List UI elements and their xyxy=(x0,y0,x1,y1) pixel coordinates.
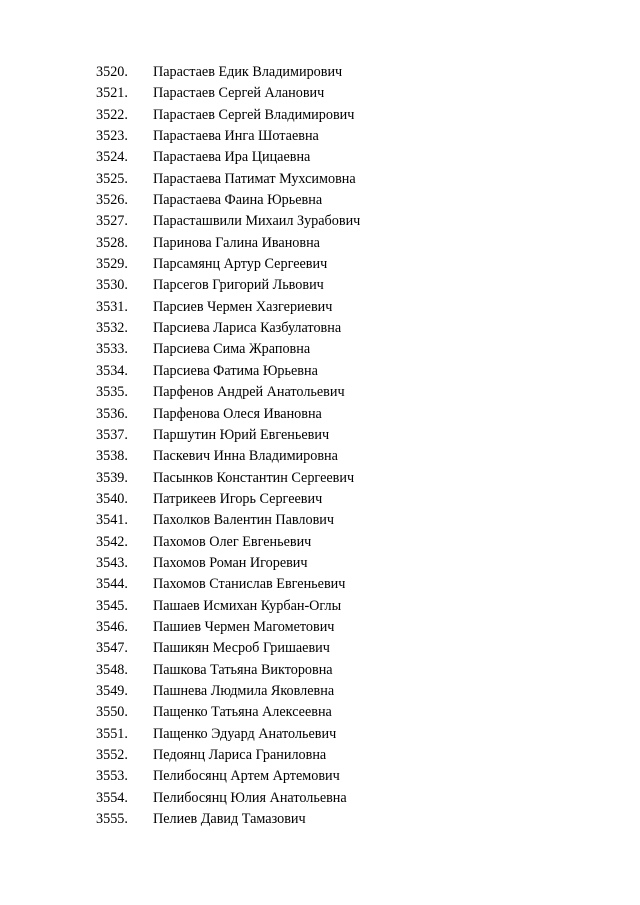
entry-name: Парастаева Патимат Мухсимовна xyxy=(153,170,356,187)
entry-name: Пасынков Константин Сергеевич xyxy=(153,469,355,486)
entry-number: 3525. xyxy=(96,170,128,187)
entry-name: Паринова Галина Ивановна xyxy=(153,234,320,251)
entry-name: Патрикеев Игорь Сергеевич xyxy=(153,490,323,507)
list-item xyxy=(0,553,640,574)
entry-number: 3531. xyxy=(96,298,128,315)
entry-number: 3546. xyxy=(96,618,128,635)
list-item xyxy=(0,809,640,830)
list-item xyxy=(0,788,640,809)
list-item xyxy=(0,446,640,467)
entry-number: 3545. xyxy=(96,597,128,614)
entry-name: Парастаев Сергей Аланович xyxy=(153,85,325,102)
entry-name: Парсиева Фатима Юрьевна xyxy=(153,362,318,379)
entry-number: 3528. xyxy=(96,234,128,251)
name-list xyxy=(0,62,640,830)
entry-number: 3541. xyxy=(96,512,128,529)
entry-number: 3530. xyxy=(96,277,128,294)
list-item xyxy=(0,532,640,553)
entry-name: Пашиев Чермен Магометович xyxy=(153,618,335,635)
entry-name: Пахомов Станислав Евгеньевич xyxy=(153,576,346,593)
list-item xyxy=(0,638,640,659)
list-item xyxy=(0,404,640,425)
entry-name: Пащенко Эдуард Анатольевич xyxy=(153,725,337,742)
entry-number: 3535. xyxy=(96,384,128,401)
entry-name: Парсамянц Артур Сергеевич xyxy=(153,256,328,273)
list-item xyxy=(0,681,640,702)
entry-number: 3549. xyxy=(96,682,128,699)
entry-name: Пахомов Роман Игоревич xyxy=(153,554,308,571)
entry-number: 3542. xyxy=(96,533,128,550)
list-item xyxy=(0,105,640,126)
entry-number: 3540. xyxy=(96,490,128,507)
list-item xyxy=(0,147,640,168)
entry-number: 3543. xyxy=(96,554,128,571)
entry-number: 3551. xyxy=(96,725,128,742)
entry-name: Парфенов Андрей Анатольевич xyxy=(153,384,345,401)
list-item xyxy=(0,702,640,723)
list-item xyxy=(0,126,640,147)
entry-name: Парастаева Ира Цицаевна xyxy=(153,149,311,166)
entry-name: Парастаев Едик Владимирович xyxy=(153,64,343,80)
entry-number: 3538. xyxy=(96,448,128,465)
entry-name: Пелибосянц Артем Артемович xyxy=(153,768,340,785)
entry-name: Парсиев Чермен Хазгериевич xyxy=(153,298,333,315)
entry-number: 3552. xyxy=(96,747,128,763)
list-item xyxy=(0,275,640,296)
list-item xyxy=(0,169,640,190)
entry-number: 3537. xyxy=(96,426,128,443)
list-item xyxy=(0,745,640,766)
entry-number: 3536. xyxy=(96,405,128,422)
entry-number: 3544. xyxy=(96,576,128,593)
entry-name: Парфенова Олеся Ивановна xyxy=(153,405,322,422)
list-item xyxy=(0,660,640,681)
entry-number: 3548. xyxy=(96,661,128,678)
list-item xyxy=(0,382,640,403)
entry-name: Парсегов Григорий Львович xyxy=(153,277,324,294)
list-item xyxy=(0,574,640,595)
entry-name: Парастаева Инга Шотаевна xyxy=(153,128,319,145)
entry-number: 3550. xyxy=(96,704,128,721)
list-item xyxy=(0,617,640,638)
list-item xyxy=(0,724,640,745)
entry-number: 3527. xyxy=(96,213,128,230)
list-item xyxy=(0,489,640,510)
entry-name: Пахомов Олег Евгеньевич xyxy=(153,533,312,550)
entry-name: Пащенко Татьяна Алексеевна xyxy=(153,704,332,721)
entry-number: 3524. xyxy=(96,149,128,166)
entry-number: 3539. xyxy=(96,469,128,486)
entry-number: 3533. xyxy=(96,341,128,358)
list-item xyxy=(0,254,640,275)
entry-number: 3555. xyxy=(96,811,128,828)
list-item xyxy=(0,468,640,489)
list-item xyxy=(0,190,640,211)
list-item xyxy=(0,297,640,318)
entry-number: 3521. xyxy=(96,85,128,102)
entry-number: 3532. xyxy=(96,320,128,337)
entry-number: 3529. xyxy=(96,256,128,273)
entry-name: Пашкова Татьяна Викторовна xyxy=(153,661,333,678)
entry-name: Педоянц Лариса Граниловна xyxy=(153,747,327,763)
entry-number: 3522. xyxy=(96,106,128,123)
entry-name: Пашикян Месроб Гришаевич xyxy=(153,640,330,657)
list-item xyxy=(0,62,640,83)
entry-number: 3547. xyxy=(96,640,128,657)
entry-name: Пашаев Исмихан Курбан-Оглы xyxy=(153,597,342,614)
entry-name: Парастаева Фаина Юрьевна xyxy=(153,192,323,209)
entry-number: 3523. xyxy=(96,128,128,145)
list-item xyxy=(0,510,640,531)
entry-name: Паршутин Юрий Евгеньевич xyxy=(153,426,330,443)
entry-name: Пашнева Людмила Яковлевна xyxy=(153,682,335,699)
list-item xyxy=(0,83,640,104)
entry-name: Парсиева Сима Жраповна xyxy=(153,341,311,358)
entry-number: 3554. xyxy=(96,789,128,806)
entry-number: 3534. xyxy=(96,362,128,379)
list-item xyxy=(0,211,640,232)
entry-number: 3526. xyxy=(96,192,128,209)
entry-name: Парсиева Лариса Казбулатовна xyxy=(153,320,342,337)
list-item xyxy=(0,361,640,382)
list-item xyxy=(0,596,640,617)
entry-name: Парастаев Сергей Владимирович xyxy=(153,106,355,123)
entry-name: Пелиев Давид Тамазович xyxy=(153,811,306,828)
list-item xyxy=(0,766,640,787)
entry-name: Пахолков Валентин Павлович xyxy=(153,512,335,529)
list-item xyxy=(0,425,640,446)
entry-name: Пелибосянц Юлия Анатольевна xyxy=(153,789,347,806)
list-item xyxy=(0,318,640,339)
list-item xyxy=(0,339,640,360)
list-item xyxy=(0,233,640,254)
entry-number: 3520. xyxy=(96,64,128,80)
entry-name: Парасташвили Михаил Зурабович xyxy=(153,213,361,230)
entry-number: 3553. xyxy=(96,768,128,785)
entry-name: Паскевич Инна Владимировна xyxy=(153,448,338,465)
